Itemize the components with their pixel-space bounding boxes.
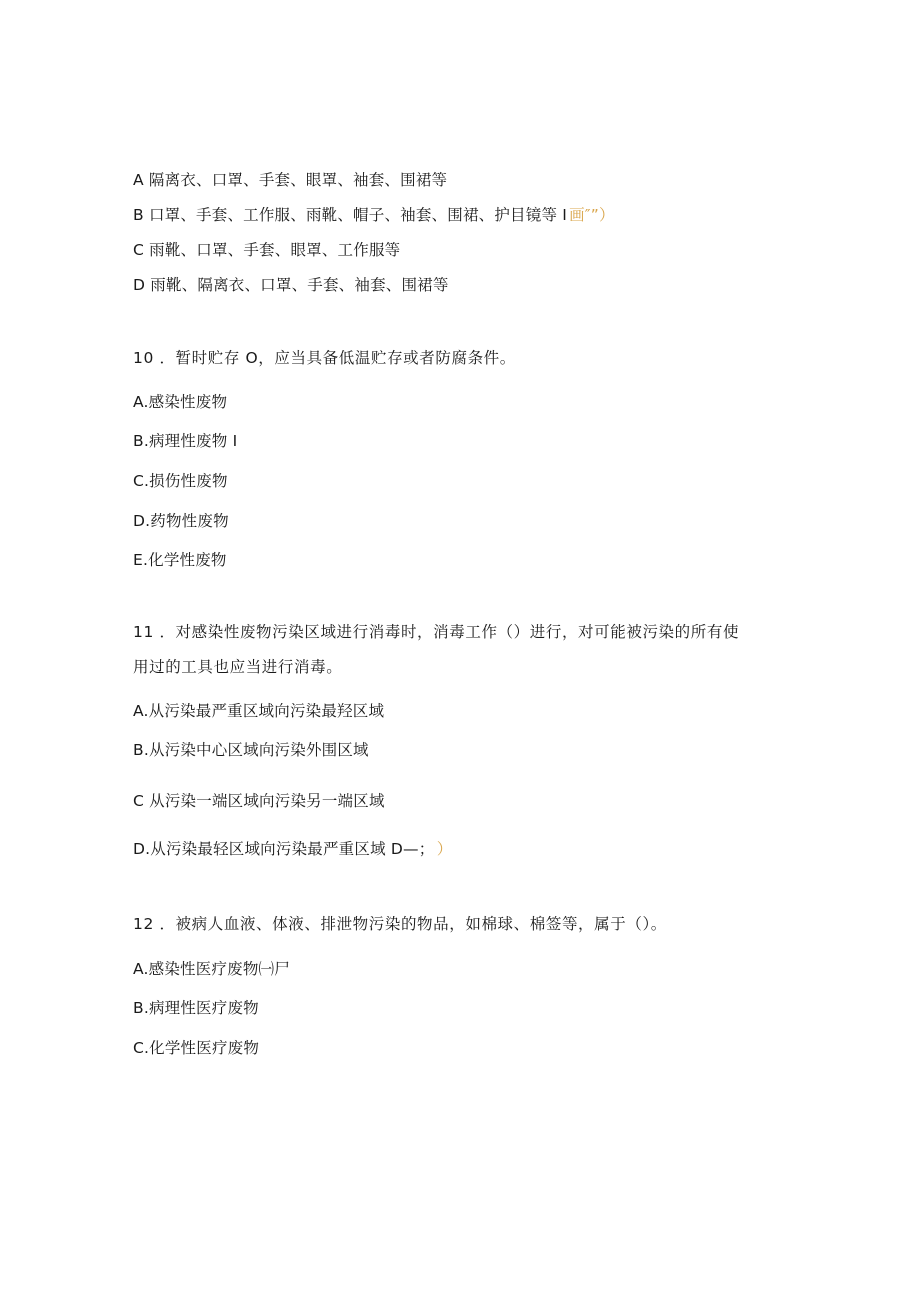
q9-option-b: [133, 204, 615, 226]
q12-option-c: C.化学性医疗废物: [133, 1039, 260, 1057]
q11-option-b: B.从污染中心区域向污染外围区域: [133, 741, 369, 759]
q12-stem: 12 ．被病人血液、体液、排泄物污染的物品，如棉球、棉签等，属于（）。: [133, 915, 667, 933]
q10-option-d: D.药物性废物: [133, 512, 229, 530]
q12-option-a: A.感染性医疗废物㈠尸: [133, 960, 290, 978]
q11-stem-line1: 11 ．对感染性废物污染区域进行消毒时，消毒工作（）进行，对可能被污染的所有使: [133, 623, 740, 641]
q9-option-b-text: B 口罩、手套、工作服、雨靴、帽子、袖套、围裙、护目镜等 I: [133, 206, 568, 224]
q10-option-e: E.化学性废物: [133, 551, 227, 569]
q11-option-d-text: D.从污染最轻区域向污染最严重区域 D—；: [133, 840, 427, 858]
q10-stem: 10 ．暂时贮存 O，应当具备低温贮存或者防腐条件。: [133, 349, 516, 367]
q12-option-b: B.病理性医疗废物: [133, 999, 259, 1017]
q10-option-c: C.损伤性废物: [133, 472, 228, 490]
q11-stem-line2: 用过的工具也应当进行消毒。: [133, 658, 343, 676]
q11-option-c: C 从污染一端区域向污染另一端区域: [133, 792, 385, 810]
q9-option-d: D 雨靴、隔离衣、口罩、手套、袖套、围裙等: [133, 276, 449, 294]
q11-option-d: [133, 838, 452, 860]
q10-option-b: B.病理性废物 I: [133, 432, 238, 450]
q11-option-d-mark: ）: [436, 840, 453, 858]
q9-option-c: C 雨靴、口罩、手套、眼罩、工作服等: [133, 241, 401, 259]
q10-option-a: A.感染性废物: [133, 393, 228, 411]
q9-option-a: A 隔离衣、口罩、手套、眼罩、袖套、围裙等: [133, 171, 448, 189]
q9-option-b-mark: 画″”）: [569, 206, 615, 224]
q11-option-a: A.从污染最严重区域向污染最羟区域: [133, 702, 385, 720]
